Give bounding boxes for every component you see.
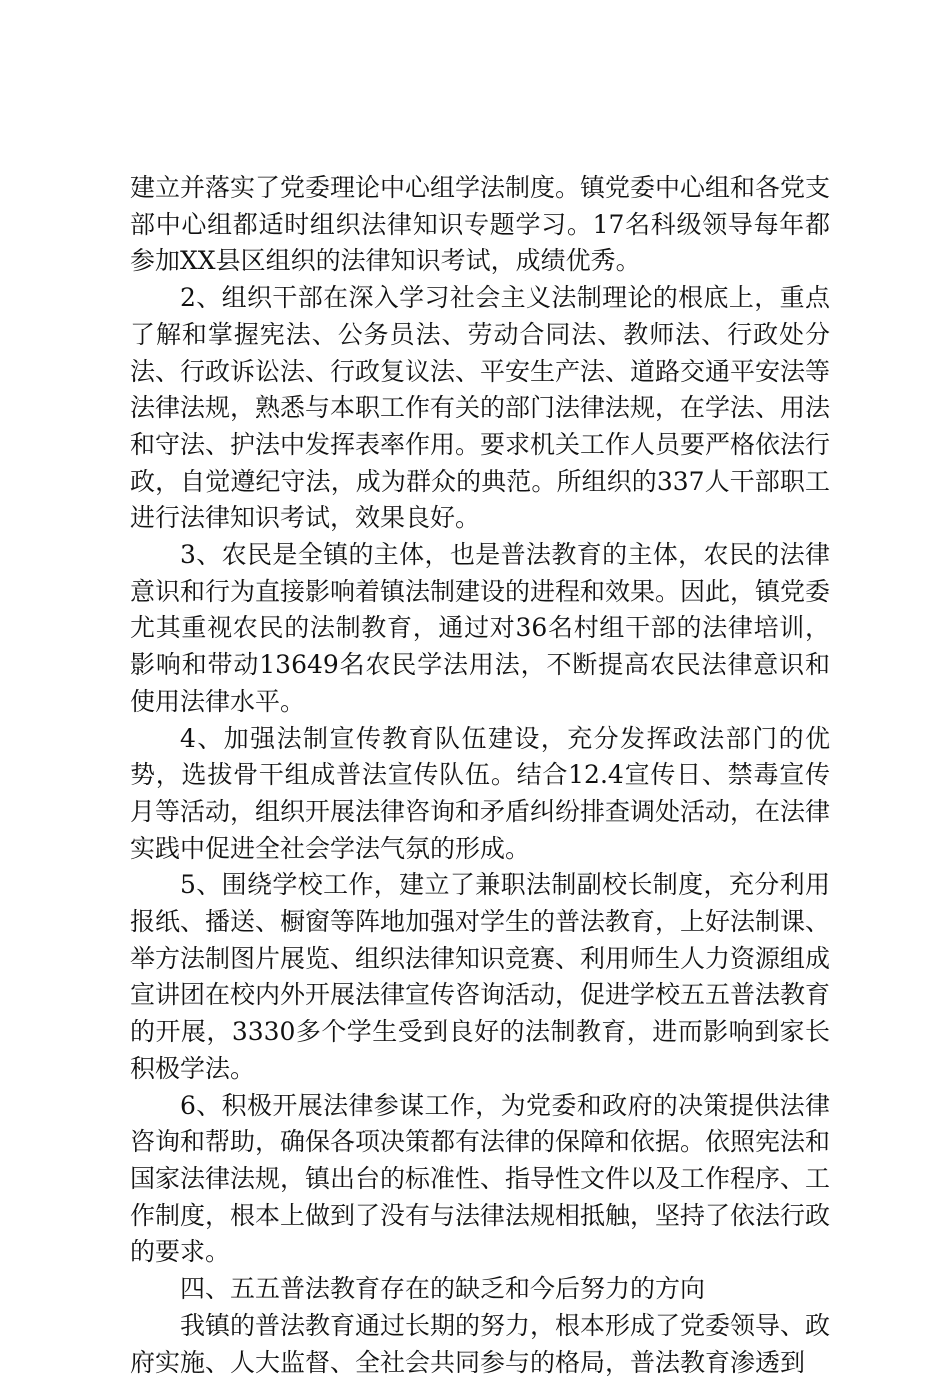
paragraph-item-5: 5、围绕学校工作，建立了兼职法制副校长制度，充分利用报纸、播送、橱窗等阵地加强对学生的普法教育，上好法制课、举方法制图片展览、组织法律知识竞赛、利用师生人力资源组成宣讲团在校内外开展法律宣传咨询活动，促进学校五五普法教育的开展，3330多个学生受到良好的法制教育，进而影响到家长积极学法。 — [130, 870, 831, 1083]
document-page — [130, 170, 830, 1381]
paragraph-continuation: 建立并落实了党委理论中心组学法制度。镇党委中心组和各党支部中心组都适时组织法律知识专题学习。17名科级领导每年都参加XX县区组织的法律知识考试，成绩优秀。 — [130, 173, 831, 276]
paragraph-item-3: 3、农民是全镇的主体，也是普法教育的主体，农民的法律意识和行为直接影响着镇法制建设的进程和效果。因此，镇党委尤其重视农民的法制教育，通过对36名村组干部的法律培训，影响和带动13649名农民学法用法，不断提高农民法律意识和使用法律水平。 — [130, 540, 831, 716]
paragraph-item-2: 2、组织干部在深入学习社会主义法制理论的根底上，重点了解和掌握宪法、公务员法、劳动合同法、教师法、行政处分法、行政诉讼法、行政复议法、平安生产法、道路交通平安法等法律法规，熟悉与本职工作有关的部门法律法规，在学法、用法和守法、护法中发挥表率作用。要求机关工作人员要严格依法行政，自觉遵纪守法，成为群众的典范。所组织的337人干部职工进行法律知识考试，效果良好。 — [130, 283, 831, 533]
section-heading: 四、五五普法教育存在的缺乏和今后努力的方向 — [180, 1274, 706, 1304]
paragraph-item-4: 4、加强法制宣传教育队伍建设，充分发挥政法部门的优势，选拔骨干组成普法宣传队伍。结合12.4宣传日、禁毒宣传月等活动，组织开展法律咨询和矛盾纠纷排查调处活动，在法律实践中促进全社会学法气氛的形成。 — [130, 723, 831, 863]
paragraph-item-6: 6、积极开展法律参谋工作，为党委和政府的决策提供法律咨询和帮助，确保各项决策都有法律的保障和依据。依照宪法和国家法律法规，镇出台的标准性、指导性文件以及工作程序、工作制度，根本上做到了没有与法律法规相抵触，坚持了依法行政的要求。 — [130, 1090, 831, 1267]
paragraph-section-intro: 我镇的普法教育通过长期的努力，根本形成了党委领导、政府实施、人大监督、全社会共同参与的格局，普法教育渗透到 — [130, 1310, 831, 1377]
